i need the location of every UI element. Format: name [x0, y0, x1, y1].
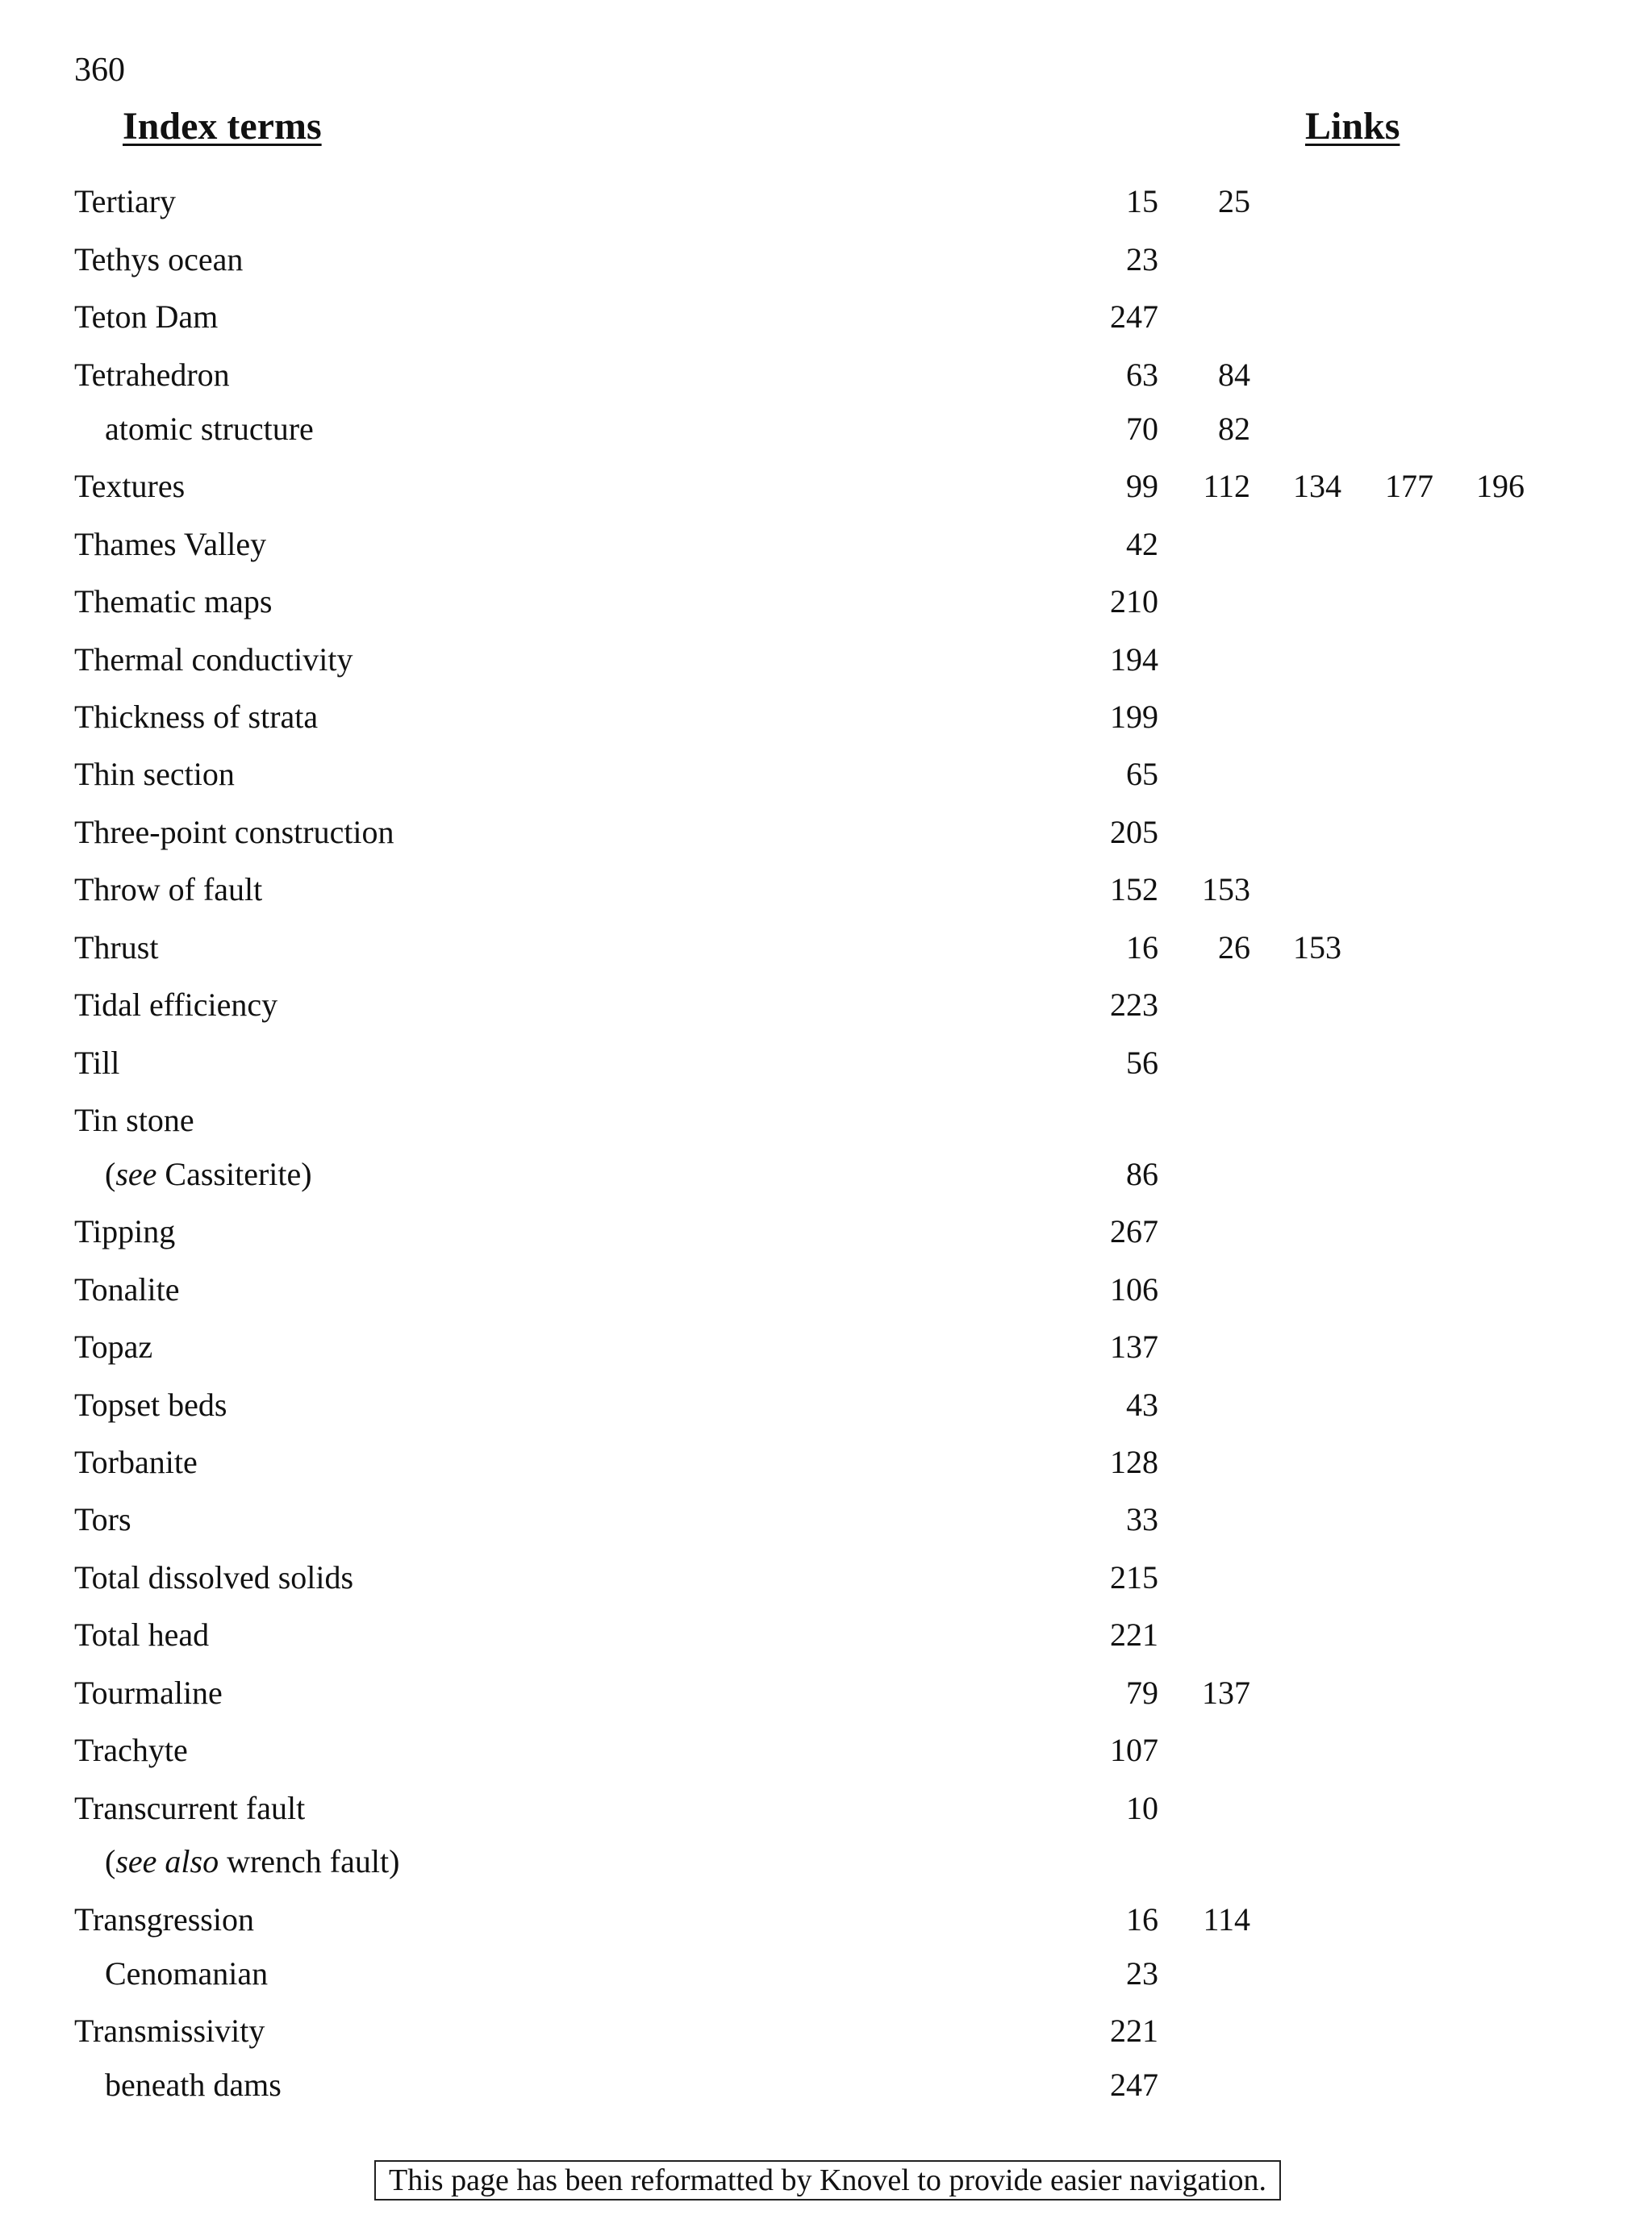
index-entry: [0, 578, 1652, 626]
links-heading: Links: [1305, 105, 1400, 148]
index-entry: [0, 1896, 1652, 1944]
index-entry: [0, 236, 1652, 284]
index-term: Thermal conductivity: [74, 641, 353, 678]
page-link[interactable]: 196: [1476, 468, 1525, 504]
index-entry: [0, 1611, 1652, 1659]
page-link[interactable]: 82: [1218, 411, 1250, 447]
index-entry: [0, 1784, 1652, 1833]
page-link[interactable]: 137: [1110, 1329, 1158, 1365]
index-entry: [0, 351, 1652, 399]
page-link[interactable]: 25: [1218, 183, 1250, 219]
page-number: 360: [74, 52, 125, 89]
index-term: Thames Valley: [74, 526, 267, 562]
index-term: Tethys ocean: [74, 241, 244, 277]
index-term: Tin stone: [74, 1102, 194, 1138]
page-link[interactable]: 84: [1218, 357, 1250, 393]
page-link[interactable]: 56: [1126, 1045, 1158, 1081]
index-term: Thematic maps: [74, 583, 273, 619]
page-link[interactable]: 153: [1202, 871, 1250, 907]
page-link[interactable]: 205: [1110, 814, 1158, 850]
index-term: beneath dams: [105, 2067, 282, 2103]
index-entry: [0, 808, 1652, 857]
page-link[interactable]: 112: [1203, 468, 1250, 504]
index-entry: [0, 1096, 1652, 1145]
term-italic-part: see: [115, 1156, 157, 1192]
index-term: Textures: [74, 468, 186, 504]
index-term: Tetrahedron: [74, 357, 230, 393]
term-part: Cassiterite): [156, 1156, 312, 1192]
index-entry: [0, 1323, 1652, 1371]
index-entry: [0, 1496, 1652, 1544]
index-entry: [0, 462, 1652, 511]
index-term: Teton Dam: [74, 298, 219, 335]
index-entry: [0, 1266, 1652, 1314]
index-entry: [0, 1726, 1652, 1775]
index-term: Trachyte: [74, 1732, 188, 1768]
index-term: Topaz: [74, 1329, 153, 1365]
term-part: (: [105, 1156, 116, 1192]
page-link[interactable]: 221: [1110, 1617, 1158, 1653]
page-link[interactable]: 86: [1126, 1156, 1158, 1192]
index-term: Total dissolved solids: [74, 1559, 354, 1596]
index-term: Tonalite: [74, 1271, 180, 1308]
index-term: Tertiary: [74, 183, 177, 219]
index-term: Thrust: [74, 929, 159, 966]
index-entry: [0, 693, 1652, 741]
page-link[interactable]: 70: [1126, 411, 1158, 447]
index-term: Cenomanian: [105, 1955, 269, 1992]
index-subentry: [0, 1838, 1652, 1886]
index-term: atomic structure: [105, 411, 314, 447]
index-entry: [0, 1381, 1652, 1429]
index-term: Tors: [74, 1501, 131, 1537]
page-link[interactable]: 215: [1110, 1559, 1158, 1596]
page-link[interactable]: 152: [1110, 871, 1158, 907]
page-link[interactable]: 137: [1202, 1675, 1250, 1711]
page-link[interactable]: 63: [1126, 357, 1158, 393]
page-link[interactable]: 267: [1110, 1213, 1158, 1249]
index-term: Thin section: [74, 756, 235, 792]
index-term: Transgression: [74, 1901, 254, 1938]
index-term: Transcurrent fault: [74, 1790, 306, 1826]
index-subentry: [0, 1950, 1652, 1998]
index-term: Till: [74, 1045, 120, 1081]
index-term: Thickness of strata: [74, 699, 319, 735]
page-link[interactable]: 23: [1126, 241, 1158, 277]
page-link[interactable]: 223: [1110, 987, 1158, 1023]
page-link[interactable]: 134: [1293, 468, 1341, 504]
page-link[interactable]: 43: [1126, 1387, 1158, 1423]
page-link[interactable]: 247: [1110, 298, 1158, 335]
index-term: Tipping: [74, 1213, 176, 1249]
index-entry: [0, 981, 1652, 1029]
page-link[interactable]: 247: [1110, 2067, 1158, 2103]
index-term: [105, 1150, 312, 1199]
index-terms-heading: Index terms: [123, 105, 322, 148]
knovel-footer-note: This page has been reformatted by Knovel to provide easier navigation.: [374, 2160, 1281, 2201]
page-link[interactable]: 16: [1126, 929, 1158, 966]
page-link[interactable]: 177: [1385, 468, 1433, 504]
term-part: (: [105, 1843, 116, 1879]
page-link[interactable]: 221: [1110, 2013, 1158, 2049]
index-entry: [0, 924, 1652, 972]
index-term: [105, 1838, 399, 1886]
page-link[interactable]: 33: [1126, 1501, 1158, 1537]
page-link[interactable]: 128: [1110, 1444, 1158, 1480]
index-entry: [0, 1438, 1652, 1487]
index-entry: [0, 636, 1652, 684]
page-link[interactable]: 194: [1110, 641, 1158, 678]
index-entry: [0, 177, 1652, 226]
index-entry: [0, 293, 1652, 341]
index-entry: [0, 1208, 1652, 1256]
page-link[interactable]: 99: [1126, 468, 1158, 504]
page-link[interactable]: 107: [1110, 1732, 1158, 1768]
index-subentry: [0, 405, 1652, 453]
page-link[interactable]: 42: [1126, 526, 1158, 562]
index-term: Three-point construction: [74, 814, 394, 850]
index-entry: [0, 1039, 1652, 1087]
page-link[interactable]: 106: [1110, 1271, 1158, 1308]
index-term: Throw of fault: [74, 871, 263, 907]
page-link[interactable]: 15: [1126, 183, 1158, 219]
index-subentry: [0, 1150, 1652, 1199]
term-part: wrench fault): [219, 1843, 400, 1879]
page-link[interactable]: 23: [1126, 1955, 1158, 1992]
index-term: Topset beds: [74, 1387, 227, 1423]
page-link[interactable]: 10: [1126, 1790, 1158, 1826]
page-link[interactable]: 210: [1110, 583, 1158, 619]
index-term: Transmissivity: [74, 2013, 265, 2049]
index-term: Total head: [74, 1617, 210, 1653]
index-entry: [0, 866, 1652, 914]
index-entry: [0, 750, 1652, 799]
index-entry: [0, 520, 1652, 569]
index-entry: [0, 2007, 1652, 2055]
index-term: Tourmaline: [74, 1675, 223, 1711]
term-italic-part: see also: [115, 1843, 219, 1879]
index-entry: [0, 1669, 1652, 1717]
page-link[interactable]: 114: [1203, 1901, 1250, 1938]
page-link[interactable]: 199: [1110, 699, 1158, 735]
index-term: Tidal efficiency: [74, 987, 278, 1023]
page-link[interactable]: 79: [1126, 1675, 1158, 1711]
index-entry: [0, 1554, 1652, 1602]
index-subentry: [0, 2061, 1652, 2109]
page-link[interactable]: 16: [1126, 1901, 1158, 1938]
page-link[interactable]: 65: [1126, 756, 1158, 792]
page-link[interactable]: 153: [1293, 929, 1341, 966]
index-term: Torbanite: [74, 1444, 198, 1480]
page-link[interactable]: 26: [1218, 929, 1250, 966]
